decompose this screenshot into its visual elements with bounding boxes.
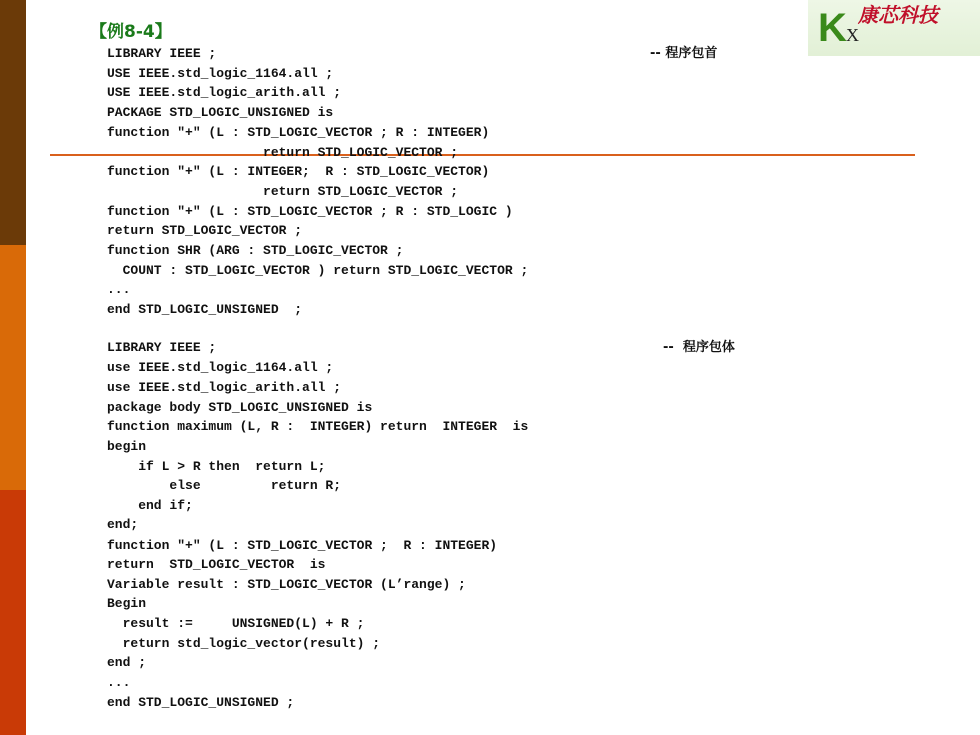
code-line: end STD_LOGIC_UNSIGNED ;	[107, 302, 303, 317]
code-line: return STD_LOGIC_VECTOR is	[107, 557, 326, 572]
code-line: Variable result : STD_LOGIC_VECTOR (L’range) ;	[107, 577, 466, 592]
code-line: return STD_LOGIC_VECTOR ;	[107, 184, 459, 199]
code-line: function maximum (L, R : INTEGER) return INTEGER is	[107, 419, 529, 434]
code-line: function SHR (ARG : STD_LOGIC_VECTOR ;	[107, 243, 404, 258]
code-line: end if;	[107, 498, 193, 513]
code-line: function "+" (L : STD_LOGIC_VECTOR ; R : INTEGER)	[107, 125, 490, 140]
code-line: begin	[107, 439, 147, 454]
code-line: result := UNSIGNED(L) + R ;	[107, 616, 365, 631]
code-line: return STD_LOGIC_VECTOR ;	[107, 223, 303, 238]
code-line: end STD_LOGIC_UNSIGNED ;	[107, 695, 295, 710]
code-line: use IEEE.std_logic_arith.all ;	[107, 380, 342, 395]
code-line: return STD_LOGIC_VECTOR ;	[107, 145, 459, 160]
code-line: ...	[107, 282, 131, 297]
comment-package-header: -- 程序包首	[650, 46, 718, 61]
code-line: LIBRARY IEEE ;	[107, 340, 217, 355]
code-line: Begin	[107, 596, 147, 611]
code-line: USE IEEE.std_logic_arith.all ;	[107, 85, 342, 100]
sidebar-segment-middle	[0, 245, 26, 490]
code-line: return std_logic_vector(result) ;	[107, 636, 381, 651]
code-line: function "+" (L : STD_LOGIC_VECTOR ; R : INTEGER)	[107, 538, 498, 553]
code-line: package body STD_LOGIC_UNSIGNED is	[107, 400, 373, 415]
logo-letter-k: K	[818, 6, 847, 50]
logo-company-name: 康芯科技	[858, 3, 938, 27]
logo-letter-x: X	[846, 25, 859, 45]
comment-package-body: -- 程序包体	[663, 340, 735, 355]
code-line: use IEEE.std_logic_1164.all ;	[107, 360, 334, 375]
code-line: function "+" (L : STD_LOGIC_VECTOR ; R : STD_LOGIC )	[107, 204, 513, 219]
code-line: end ;	[107, 655, 147, 670]
code-line: LIBRARY IEEE ;	[107, 46, 217, 61]
code-line: USE IEEE.std_logic_1164.all ;	[107, 66, 334, 81]
code-line: COUNT : STD_LOGIC_VECTOR ) return STD_LOGIC_VECTOR ;	[107, 263, 529, 278]
code-line: PACKAGE STD_LOGIC_UNSIGNED is	[107, 105, 334, 120]
code-line: ...	[107, 675, 131, 690]
sidebar-segment-bottom	[0, 490, 26, 735]
code-line: if L > R then return L;	[107, 459, 326, 474]
sidebar-segment-top	[0, 0, 26, 245]
code-line: else return R;	[107, 478, 342, 493]
example-title: 【例8-4】	[90, 22, 172, 42]
code-line: end;	[107, 517, 139, 532]
code-line: function "+" (L : INTEGER; R : STD_LOGIC_VECTOR)	[107, 164, 490, 179]
